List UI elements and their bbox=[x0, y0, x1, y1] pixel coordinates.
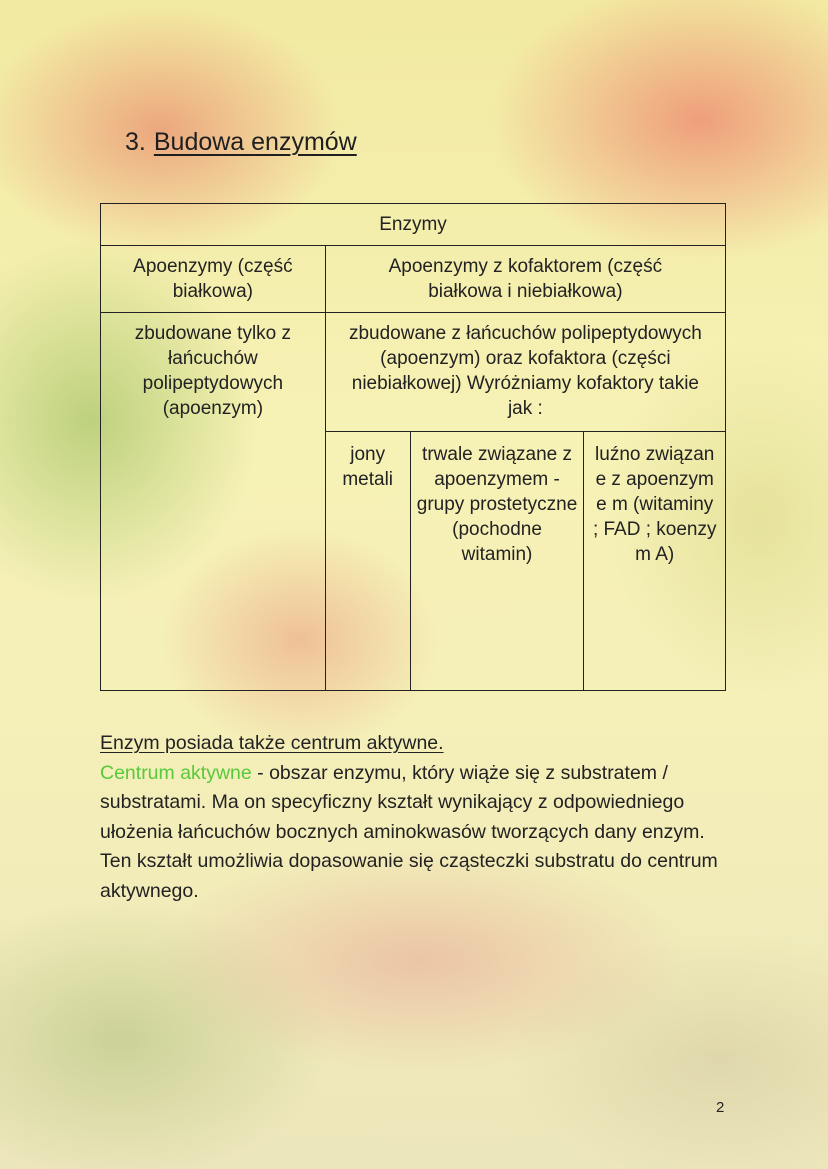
cofactor-cell bbox=[410, 432, 584, 691]
right-description-cell bbox=[325, 313, 725, 432]
heading-number: 3. bbox=[125, 128, 146, 156]
active-site-term: Centrum aktywne bbox=[100, 761, 252, 784]
column-title-apoenzymes bbox=[101, 246, 326, 313]
cofactor-metal-ions: jony metali bbox=[342, 444, 394, 490]
cofactor-coenzymes: luźno związane z apoenzyme m (witaminy ; FAD ; koenzym A) bbox=[592, 444, 717, 565]
active-site-definition-text: - obszar enzymu, który wiąże się z substratem / substratami. Ma on specyficzny kształt wynikający z odpowiedniego ułożenia łańcuchów bocznych aminokwasów tworzących dany enzym. Ten kształt umożliwia dopasowanie się cząsteczki substratu do centrum aktywnego. bbox=[100, 761, 718, 902]
active-site-section bbox=[100, 729, 740, 906]
page-title bbox=[125, 128, 357, 157]
page-number: 2 bbox=[716, 1099, 725, 1116]
cofactor-prosthetic-groups: trwale związane z apoenzymem - grupy prostetyczne (pochodne witamin) bbox=[416, 444, 578, 565]
left-description: zbudowane tylko z łańcuchów polipeptydowych (apoenzym) bbox=[134, 323, 292, 419]
active-site-lead: Enzym posiada także centrum aktywne. bbox=[100, 732, 444, 754]
left-description-cell bbox=[101, 313, 326, 691]
active-site-definition bbox=[100, 759, 740, 907]
heading-text: Budowa enzymów bbox=[153, 128, 357, 156]
column-title-apoenzymes-text: Apoenzymy (część białkowa) bbox=[133, 256, 293, 302]
right-description: zbudowane z łańcuchów polipeptydowych (apoenzym) oraz kofaktora (części niebiałkowej) Wyróżniamy kofaktory takie jak : bbox=[348, 323, 702, 419]
column-title-apoenzymes-cofactor-text: Apoenzymy z kofaktorem (część białkowa i niebiałkowa) bbox=[388, 256, 663, 302]
column-title-apoenzymes-cofactor bbox=[325, 246, 725, 313]
cofactor-cell bbox=[325, 432, 410, 691]
enzyme-structure-table bbox=[100, 203, 726, 691]
table-header-enzymy: Enzymy bbox=[101, 204, 726, 246]
cofactor-cell bbox=[584, 432, 726, 691]
